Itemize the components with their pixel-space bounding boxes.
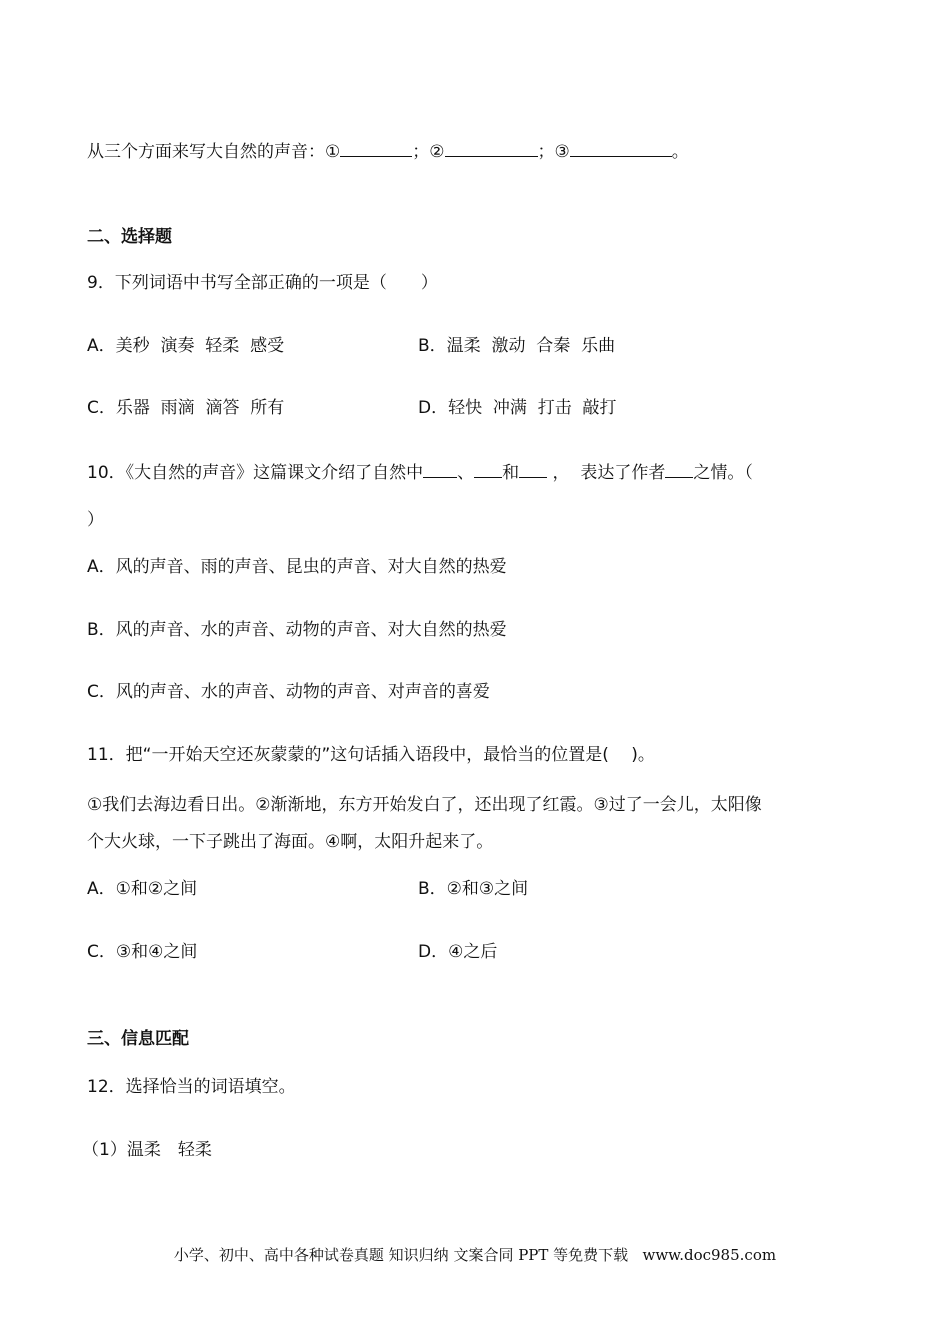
q8-separator: ； xyxy=(537,142,555,162)
q8-marker-1: ① xyxy=(325,142,341,162)
page-footer: 小学、初中、高中各种试卷真题 知识归纳 文案合同 PPT 等免费下载 www.doc985.com xyxy=(173,1246,777,1264)
option-text: ③和④之间 xyxy=(115,942,198,962)
option-text: 风的声音、水的声音、动物的声音、对声音的喜爱 xyxy=(115,682,490,702)
q10-option-b[interactable] xyxy=(87,618,507,642)
option-text: 轻快 冲满 打击 敲打 xyxy=(448,398,617,418)
option-label: B． xyxy=(418,336,447,356)
section-2-title: 二、选择题 xyxy=(87,227,172,247)
q10-stem xyxy=(87,459,753,485)
option-text: 风的声音、水的声音、动物的声音、对大自然的热爱 xyxy=(115,620,507,640)
q8-separator: ； xyxy=(412,142,430,162)
option-label: D． xyxy=(418,398,449,418)
q8-marker-3: ③ xyxy=(554,142,570,162)
option-label: B． xyxy=(418,879,447,899)
q8-prefix: 从三个方面来写大自然的声音： xyxy=(87,142,325,162)
q9-option-d[interactable] xyxy=(418,396,617,420)
q11-passage-line-1: ①我们去海边看日出。②渐渐地，东方开始发白了，还出现了红霞。③过了一会儿，太阳像 xyxy=(87,795,762,815)
q9-stem: 9．下列词语中书写全部正确的一项是（ ） xyxy=(87,273,438,293)
q11-option-b[interactable] xyxy=(418,877,528,901)
q10-option-c[interactable] xyxy=(87,680,490,704)
q11-option-a[interactable] xyxy=(87,877,197,901)
option-text: ④之后 xyxy=(448,942,498,962)
q10-text-1: 10．《大自然的声音》这篇课文介绍了自然中 xyxy=(87,463,424,483)
q10-text-2: 、 xyxy=(457,463,475,483)
option-text: ①和②之间 xyxy=(115,879,198,899)
q8-marker-2: ② xyxy=(429,142,445,162)
option-label: B． xyxy=(87,620,116,640)
q10-blank-1[interactable] xyxy=(423,459,457,478)
q10-stem-close: ） xyxy=(87,510,104,530)
q11-option-c[interactable] xyxy=(87,940,197,964)
q8-end: 。 xyxy=(671,142,689,162)
option-label: C． xyxy=(87,942,116,962)
option-label: D． xyxy=(418,942,449,962)
q11-option-d[interactable] xyxy=(418,940,497,964)
option-label: C． xyxy=(87,682,116,702)
q8-blank-3[interactable] xyxy=(570,138,672,157)
section-3-title: 三、信息匹配 xyxy=(87,1029,189,1049)
q9-option-b[interactable] xyxy=(418,334,615,358)
q11-passage-line-2: 个大火球，一下子跳出了海面。④啊，太阳升起来了。 xyxy=(87,832,494,852)
option-label: C． xyxy=(87,398,116,418)
q10-text-3: 和 xyxy=(502,463,520,483)
q12-stem: 12．选择恰当的词语填空。 xyxy=(87,1077,296,1097)
q10-text-5: 之情。（ xyxy=(693,463,753,483)
option-text: 乐器 雨滴 滴答 所有 xyxy=(115,398,285,418)
q8-blank-1[interactable] xyxy=(340,138,412,157)
q10-option-a[interactable] xyxy=(87,555,507,579)
q10-text-4: ， 表达了作者 xyxy=(547,463,666,483)
option-label: A． xyxy=(87,879,116,899)
q9-option-c[interactable] xyxy=(87,396,284,420)
q8-blank-2[interactable] xyxy=(445,138,538,157)
option-label: A． xyxy=(87,557,116,577)
q12-sub-1: （1）温柔 轻柔 xyxy=(82,1140,212,1160)
option-text: 风的声音、雨的声音、昆虫的声音、对大自然的热爱 xyxy=(115,557,507,577)
q8-fill-line xyxy=(87,138,689,164)
option-text: 温柔 激动 合秦 乐曲 xyxy=(446,336,616,356)
option-label: A． xyxy=(87,336,116,356)
q11-stem: 11．把“一开始天空还灰蒙蒙的”这句话插入语段中，最恰当的位置是( )。 xyxy=(87,745,655,765)
option-text: 美秒 演奏 轻柔 感受 xyxy=(115,336,285,356)
q10-blank-4[interactable] xyxy=(665,459,693,478)
q9-option-a[interactable] xyxy=(87,334,284,358)
q10-blank-2[interactable] xyxy=(474,459,502,478)
q10-blank-3[interactable] xyxy=(519,459,547,478)
option-text: ②和③之间 xyxy=(446,879,529,899)
